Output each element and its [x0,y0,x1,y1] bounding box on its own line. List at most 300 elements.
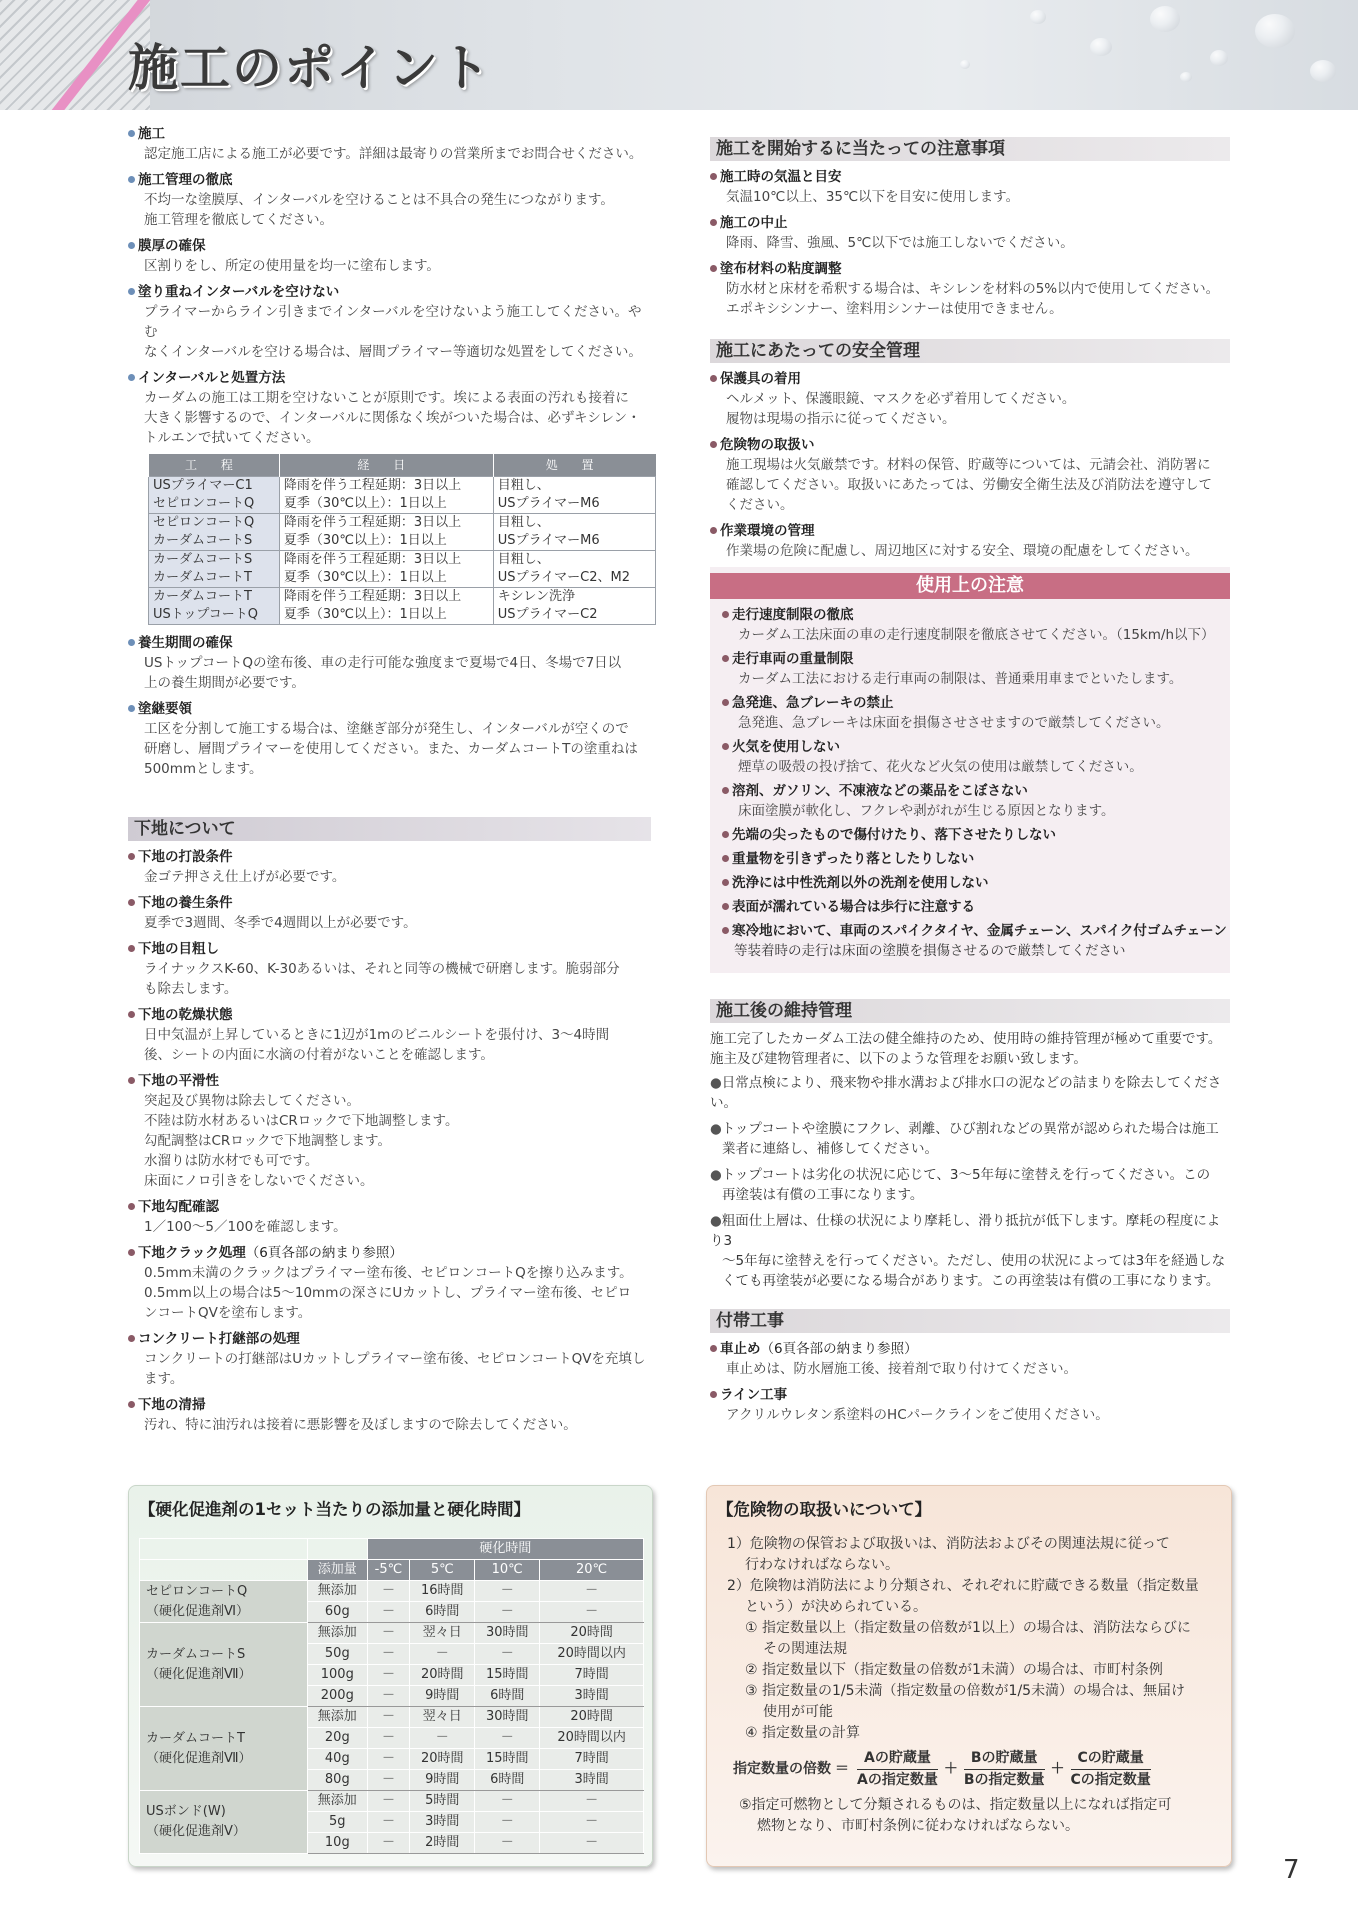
product-sub: （硬化促進剤Ⅶ） [146,1750,252,1766]
maintenance-line [710,1119,1230,1139]
bullet-dot-icon [722,743,729,750]
table-cell: 60g [307,1602,367,1623]
fraction-denominator: Bの指定数量 [963,1772,1045,1788]
bullet-body-line: 金ゴテ押さえ仕上げが必要です。 [144,869,346,885]
bullet-item [128,1395,651,1435]
table-cell: 20時間以内 [540,1728,644,1749]
table-cell: 80g [307,1770,367,1791]
bullet-heading-text: 下地の目粗し [138,941,219,957]
bullet-dot-icon: ● [710,1121,722,1137]
bullet-dot-icon [128,639,135,646]
bullet-heading-text: 施工 [138,126,165,142]
hazard-line: 使用が可能 [763,1704,833,1720]
table-cell: 翌々日 [410,1623,475,1644]
bullet-item [710,649,1230,689]
bullet-body-line: 上の養生期間が必要です。 [144,675,305,691]
product-name: USボンド(W) [146,1804,226,1819]
table-cell: 20時間以内 [540,1644,644,1665]
bullet-heading-text: 施工時の気温と目安 [720,169,842,185]
bullet-item [710,737,1230,777]
water-drop-decoration [1180,72,1192,82]
table-cell-action: キシレン洗浄 [493,588,655,607]
table-header-cell: -5℃ [367,1560,410,1581]
bullet-dot-icon [128,899,135,906]
bullet-item [710,693,1230,733]
bullet-body-line: コンクリートの打継部はUカットしプライマー塗布後、セピロンコートQVを充填します。 [144,1351,646,1387]
water-drop-decoration [1150,6,1180,32]
bullet-item [710,781,1230,821]
bullet-heading [128,368,651,388]
bullet-heading-text: 等装着時の走行は床面の塗膜を損傷させるので厳禁してください [734,943,1126,959]
bullet-body-line: 区割りをし、所定の使用量を均一に塗布します。 [144,258,440,274]
bullet-heading-text: 下地クラック処理 [138,1245,246,1261]
bullet-heading-text: ライン工事 [720,1387,788,1403]
table-cell: － [367,1728,410,1749]
bullet-body-line: 研磨し、層間プライマーを使用してください。また、カーダムコートTの塗重ねは [144,741,638,757]
bullet-heading [128,170,651,190]
bullet-heading-text: 養生期間の確保 [138,635,233,651]
formula-fraction [1071,1748,1151,1791]
bullet-heading-text: 表面が濡れている場合は歩行に注意する [732,899,975,915]
bullet-heading [128,282,651,302]
bullet-body-line: 急発進、急ブレーキは床面を損傷させさせますので厳禁してください。 [738,715,1170,731]
bullet-dot-icon [710,1345,717,1352]
bullet-item [710,605,1230,645]
table-header-row [140,1560,644,1581]
bullet-dot-icon [722,611,729,618]
bullet-body-line: 水溜りは防水材でも可です。 [144,1153,319,1169]
table-cell: － [540,1602,644,1623]
maintenance-item [710,1073,1230,1113]
formula-plus: ＋ [1050,1761,1065,1777]
bullet-body-line: 大きく影響するので、インターバルに関係なく埃がついた場合は、必ずキシレン・ [144,410,641,426]
table-cell: 15時間 [475,1749,540,1770]
bullet-heading [128,893,651,913]
product-name-cell [140,1707,308,1791]
hazard-line: 2）危険物は消防法により分類され、それぞれに貯蔵できる数量（指定数量 [727,1578,1199,1594]
bullet-dot-icon [710,441,717,448]
bullet-body-line: 不陸は防水材あるいはCRロックで下地調整します。 [144,1113,459,1129]
bullet-item [128,1071,651,1191]
bullet-heading [710,369,1230,389]
bullet-heading [722,897,1230,917]
bullet-item [128,124,651,164]
maintenance-text: 日常点検により、飛来物や排水溝および排水口の泥などの詰まりを除去してください。 [710,1075,1222,1111]
bullet-heading-text: 保護具の着用 [720,371,801,387]
table-cell-days: 夏季（30℃以上）：1日以上 [279,569,493,588]
bullet-item [128,368,651,448]
page-title: 施工のポイント [128,38,492,97]
table-cell: 15時間 [475,1665,540,1686]
bullet-heading [128,699,651,719]
bullet-body-line: トルエンで拭いてください。 [144,430,320,446]
table-cell: 6時間 [410,1602,475,1623]
bullet-dot-icon [710,375,717,382]
bullet-dot-icon [722,699,729,706]
bullet-item [710,435,1230,515]
table-cell: 7時間 [540,1749,644,1770]
maintenance-intro-line: 施主及び建物管理者に、以下のような管理をお願い致します。 [710,1051,1087,1067]
table-header-cell: 10℃ [475,1560,540,1581]
bullet-heading [722,693,1230,713]
table-cell: － [367,1791,410,1812]
table-cell-days: 降雨を伴う工程延期：3日以上 [279,514,493,533]
bullet-dot-icon: ● [710,1213,722,1229]
bullet-dot-icon [710,265,717,272]
bullet-heading [710,435,1230,455]
bullet-heading-text: 塗布材料の粘度調整 [720,261,842,277]
table-cell: － [410,1644,475,1665]
table-cell: 100g [307,1665,367,1686]
fraction-numerator: Cの貯蔵量 [1071,1748,1151,1770]
formula-fraction [857,1748,938,1791]
bullet-heading [722,649,1230,669]
water-drop-decoration [1030,10,1046,24]
table-cell-action: 目粗し、 [493,477,655,496]
bullet-heading [128,236,651,256]
maintenance-item [710,1119,1230,1159]
bullet-body-line: 500mmとします。 [144,761,263,777]
bullet-dot-icon [128,242,135,249]
table-cell: － [540,1812,644,1833]
table-cell: 6時間 [475,1770,540,1791]
table-cell: 無添加 [307,1623,367,1644]
bullet-heading [128,1197,651,1217]
formula-fraction [964,1748,1045,1791]
bullet-body-line: 不均一な塗膜厚、インターバルを空けることは不具合の発生につながります。 [144,192,614,208]
bullet-body-line: 後、シートの内面に水滴の付着がないことを確認します。 [144,1047,494,1063]
bullet-body-line: 防水材と床材を希釈する場合は、キシレンを材料の5%以内で使用してください。 [726,281,1220,297]
hazard-line: 行わなければならない。 [745,1557,899,1573]
hazard-line: ① 指定数量以上（指定数量の倍数が1以上）の場合は、消防法ならびに [745,1620,1191,1636]
table-row [140,1581,644,1602]
bullet-note: （6頁各部の納まり参照） [760,1341,918,1357]
table-cell: 16時間 [410,1581,475,1602]
table-cell: － [475,1644,540,1665]
table-cell: － [367,1581,410,1602]
bullet-heading-text: 下地の乾燥状態 [138,1007,233,1023]
bullet-dot-icon [710,527,717,534]
table-cell-days: 夏季（30℃以上）：1日以上 [279,606,493,625]
fraction-numerator: Aの貯蔵量 [857,1748,938,1770]
bullet-item [128,633,651,693]
bullet-item [710,167,1230,207]
table-cell: 30時間 [475,1707,540,1728]
bullet-body-line: 1／100〜5／100を確認します。 [144,1219,347,1235]
bullet-heading-text: 作業環境の管理 [720,523,815,539]
bullet-note: （6頁各部の納まり参照） [245,1245,403,1261]
bullet-body-line: カーダム工法における走行車両の制限は、普通乗用車までといたします。 [738,671,1183,687]
bullet-heading-text: 急発進、急ブレーキの禁止 [732,695,894,711]
bullet-heading-text: 溶剤、ガソリン、不凍液などの薬品をこぼさない [732,783,1028,799]
table-cell: 20時間 [540,1623,644,1644]
bullet-item [710,849,1230,869]
maintenance-intro-line: 施工完了したカーダム工法の健全維持のため、使用時の維持管理が極めて重要です。 [710,1031,1222,1047]
interval-table-header-cell: 経 日 [279,454,493,477]
bullet-dot-icon [128,1203,135,1210]
table-cell: 無添加 [307,1581,367,1602]
table-cell: － [540,1833,644,1854]
bullet-dot-icon [128,1249,135,1256]
bullet-heading [722,921,1230,941]
table-header-cell: 添加量 [307,1560,367,1581]
table-cell: － [367,1686,410,1707]
fraction-numerator: Bの貯蔵量 [964,1748,1045,1770]
bullet-item [128,847,651,887]
bullet-item [710,897,1230,917]
table-cell: － [475,1728,540,1749]
bullet-body-line: カーダム工法床面の車の走行速度制限を徹底させてください。（15km/h以下） [738,627,1215,643]
maintenance-text: トップコートは劣化の状況に応じて、3〜5年毎に塗替えを行ってください。この [721,1167,1211,1183]
table-cell: 無添加 [307,1707,367,1728]
bullet-heading-text: 寒冷地において、車両のスパイクタイヤ、金属チェーン、スパイク付ゴムチェーン [732,923,1227,939]
empty-cell [140,1560,308,1581]
bullet-item [128,1243,651,1323]
bullet-heading-text: 走行車両の重量制限 [732,651,854,667]
table-cell-action: 目粗し、 [493,514,655,533]
interval-table-header-cell: 工 程 [149,454,280,477]
maintenance-text: くても再塗装が必要になる場合があります。この再塗装は有償の工事になります。 [722,1273,1220,1289]
maintenance-line [710,1251,1230,1271]
hazard-line: という）が決められている。 [745,1599,927,1615]
bullet-heading [128,633,651,653]
bullet-dot-icon [128,130,135,137]
bullet-dot-icon [128,705,135,712]
bullet-item [128,1005,651,1065]
bullet-heading-text: 下地の平滑性 [138,1073,219,1089]
bullet-item [710,873,1230,893]
bullet-heading [128,847,651,867]
table-cell: 3時間 [410,1812,475,1833]
bullet-heading-text: 走行速度制限の徹底 [732,607,854,623]
hazard-line: 1）危険物の保管および取扱いは、消防法およびその関連法規に従って [727,1536,1170,1552]
bullet-body-line: も除去します。 [144,981,238,997]
bullet-heading-text: 下地勾配確認 [138,1199,219,1215]
table-cell: 20時間 [540,1707,644,1728]
page-header [0,0,1358,110]
bullet-body-line: プライマーからライン引きまでインターバルを空けないよう施工してください。やむ [144,304,642,340]
table-cell: 6時間 [475,1686,540,1707]
bullet-heading-text: インターバルと処置方法 [138,370,286,386]
bullet-heading-text: 危険物の取扱い [720,437,815,453]
bullet-item [128,699,651,779]
table-cell: － [475,1791,540,1812]
bullet-body-line: 車止めは、防水層施工後、接着剤で取り付けてください。 [726,1361,1077,1377]
product-name: カーダムコートT [146,1730,245,1746]
bullet-dot-icon [722,787,729,794]
bullet-body-line: 施工管理を徹底してください。 [144,212,333,228]
fraction-denominator: Cの指定数量 [1070,1772,1151,1788]
section-heading: 付帯工事 [710,1309,1230,1333]
bullet-heading [722,737,1230,757]
bullet-heading [710,259,1230,279]
bullet-item [128,1197,651,1237]
bullet-dot-icon [128,945,135,952]
table-cell-days: 降雨を伴う工程延期：3日以上 [279,588,493,607]
bullet-item [710,1385,1230,1425]
table-row [149,532,656,551]
left-column [128,124,651,1441]
bullet-heading [128,1329,651,1349]
table-cell-days: 夏季（30℃以上）：1日以上 [279,495,493,514]
bullet-heading-text: 先端の尖ったもので傷付けたり、落下させたりしない [732,827,1056,843]
bullet-heading-text: 膜厚の確保 [138,238,206,254]
table-cell: 9時間 [410,1770,475,1791]
right-column [710,127,1230,1431]
hardening-time-header: 硬化時間 [367,1539,643,1560]
bullet-dot-icon: ● [710,1075,722,1091]
water-drop-decoration [1090,38,1112,56]
maintenance-item [710,1165,1230,1205]
bullet-body-line: 確認してください。取扱いにあたっては、労働安全衛生法及び消防法を遵守して [726,477,1212,493]
bullet-dot-icon [722,927,729,934]
bullet-heading-text: 下地の養生条件 [138,895,233,911]
bullet-body-line: なくインターバルを空ける場合は、層間プライマー等適切な処置をしてください。 [144,344,642,360]
maintenance-line [710,1139,1230,1159]
product-sub: （硬化促進剤Ⅶ） [146,1666,252,1682]
maintenance-line [710,1165,1230,1185]
bullet-item [128,236,651,276]
table-cell: 9時間 [410,1686,475,1707]
bullet-dot-icon [722,831,729,838]
table-cell: － [367,1749,410,1770]
bullet-item [710,521,1230,561]
table-cell: 20時間 [410,1749,475,1770]
table-cell: － [540,1791,644,1812]
maintenance-line [710,1073,1230,1113]
water-drop-decoration [960,60,970,69]
hazard-line: ② 指定数量以下（指定数量の倍数が1未満）の場合は、市町村条例 [745,1662,1163,1678]
bullet-body-line: 工区を分割して施工する場合は、塗継ぎ部分が発生し、インターバルが空くので [144,721,629,737]
bullet-body-line: ください。 [726,497,794,513]
hazard-line: 燃物となり、市町村条例に従わなければならない。 [757,1818,1079,1834]
maintenance-text: 再塗装は有償の工事になります。 [722,1187,924,1203]
maintenance-text: 〜5年毎に塗替えを行ってください。ただし、使用の状況によっては3年を経過しな [722,1253,1226,1269]
maintenance-text: 粗面仕上層は、仕様の状況により摩耗し、滑り抵抗が低下します。摩耗の程度により3 [710,1213,1221,1249]
bullet-body-line: 汚れ、特に油汚れは接着に悪影響を及ぼしますので除去してください。 [144,1417,577,1433]
table-row [140,1791,644,1812]
table-cell-days: 降雨を伴う工程延期：3日以上 [279,477,493,496]
bullet-body-line: 突起及び異物は除去してください。 [144,1093,360,1109]
hazard-line: ④ 指定数量の計算 [745,1725,861,1741]
bullet-heading [128,1005,651,1025]
table-cell: 40g [307,1749,367,1770]
bullet-body-line: 施工現場は火気厳禁です。材料の保管、貯蔵等については、元請会社、消防署に [726,457,1211,473]
bullet-body-line: ンコートQVを塗布します。 [144,1305,312,1321]
section-heading: 施工を開始するに当たっての注意事項 [710,137,1230,161]
table-cell: 50g [307,1644,367,1665]
table-cell-action: USプライマーM6 [493,495,655,514]
caution-box [710,567,1230,973]
product-name-cell [140,1623,308,1707]
hazard-line: ③ 指定数量の1/5未満（指定数量の倍数が1/5未満）の場合は、無届け [745,1683,1186,1699]
table-row [149,514,656,533]
table-cell-days: 夏季（30℃以上）：1日以上 [279,532,493,551]
bullet-heading-text: 車止め [720,1341,761,1357]
hardener-title: 【硬化促進剤の1セット当たりの添加量と硬化時間】 [139,1500,530,1519]
bullet-dot-icon [710,173,717,180]
bullet-item [128,893,651,933]
maintenance-line [710,1271,1230,1291]
bullet-heading [722,825,1230,845]
bullet-dot-icon [128,288,135,295]
bullet-body-line: ライナックスK-60、K-30あるいは、それと同等の機械で研磨します。脆弱部分 [144,961,620,977]
bullet-dot-icon [128,176,135,183]
maintenance-line [710,1211,1230,1251]
water-drop-decoration [1210,50,1228,66]
bullet-dot-icon [128,1335,135,1342]
bullet-dot-icon [128,1077,135,1084]
product-sub: （硬化促進剤Ⅵ） [146,1603,249,1619]
bullet-dot-icon [722,655,729,662]
bullet-item [710,1339,1230,1379]
bullet-body-line: 認定施工店による施工が必要です。詳細は最寄りの営業所までお問合せください。 [144,146,643,162]
table-cell: 無添加 [307,1791,367,1812]
bullet-body-line: アクリルウレタン系塗料のHCパークラインをご使用ください。 [726,1407,1109,1423]
table-header-cell: 5℃ [410,1560,475,1581]
fraction-denominator: Aの指定数量 [857,1772,938,1788]
table-cell: 20g [307,1728,367,1749]
table-cell-action: USプライマーC2、M2 [493,569,655,588]
table-cell: 5g [307,1812,367,1833]
bullet-heading [722,849,1230,869]
table-cell-process: セピロンコートQ [149,495,280,514]
table-cell: － [475,1581,540,1602]
bullet-dot-icon [722,903,729,910]
bullet-dot-icon: ● [710,1167,722,1183]
formula-equals: ＝ [835,1761,849,1777]
bullet-body-line: 日中気温が上昇しているときに1辺が1mのビニルシートを張付け、3〜4時間 [144,1027,610,1043]
section-heading: 施工後の維持管理 [710,999,1230,1023]
section-heading: 施工にあたっての安全管理 [710,339,1230,363]
bullet-heading-text: 火気を使用しない [732,739,840,755]
hazard-line: その関連法規 [763,1641,847,1657]
bullet-item [710,921,1230,961]
bullet-item [128,1329,651,1389]
bullet-heading [722,781,1230,801]
bullet-body-line: USトップコートQの塗布後、車の走行可能な強度まで夏場で4日、冬場で7日以 [144,655,622,671]
bullet-body-line: 作業場の危険に配慮し、周辺地区に対する安全、環境の配慮をしてください。 [726,543,1199,559]
table-cell-days: 降雨を伴う工程延期：3日以上 [279,551,493,570]
table-row [149,551,656,570]
bullet-heading-text: 洗浄には中性洗剤以外の洗剤を使用しない [732,875,989,891]
bullet-heading-text: 下地の打設条件 [138,849,233,865]
bullet-item [710,369,1230,429]
hardener-box [128,1485,653,1867]
table-cell: 5時間 [410,1791,475,1812]
table-row [149,495,656,514]
bullet-dot-icon [128,1011,135,1018]
table-cell: 10g [307,1833,367,1854]
bullet-body-line: 床面にノロ引きをしないでください。 [144,1173,374,1189]
hazard-title: 【危険物の取扱いについて】 [717,1500,932,1519]
table-cell: － [367,1602,410,1623]
water-drop-decoration [1255,14,1295,48]
table-cell-process: セピロンコートQ [149,514,280,533]
empty-cell [307,1539,367,1560]
bullet-heading [722,873,1230,893]
bullet-body-line: 0.5mm以上の場合は5〜10mmの深さにUカットし、プライマー塗布後、セピロ [144,1285,632,1301]
table-cell: 3時間 [540,1686,644,1707]
table-row [149,569,656,588]
table-cell-process: USトップコートQ [149,606,280,625]
bullet-body-line: ヘルメット、保護眼鏡、マスクを必ず着用してください。 [726,391,1076,407]
bullet-item [128,939,651,999]
table-cell-process: カーダムコートT [149,569,280,588]
table-cell: 3時間 [540,1770,644,1791]
bullet-heading [128,1071,651,1091]
bullet-dot-icon [710,1391,717,1398]
